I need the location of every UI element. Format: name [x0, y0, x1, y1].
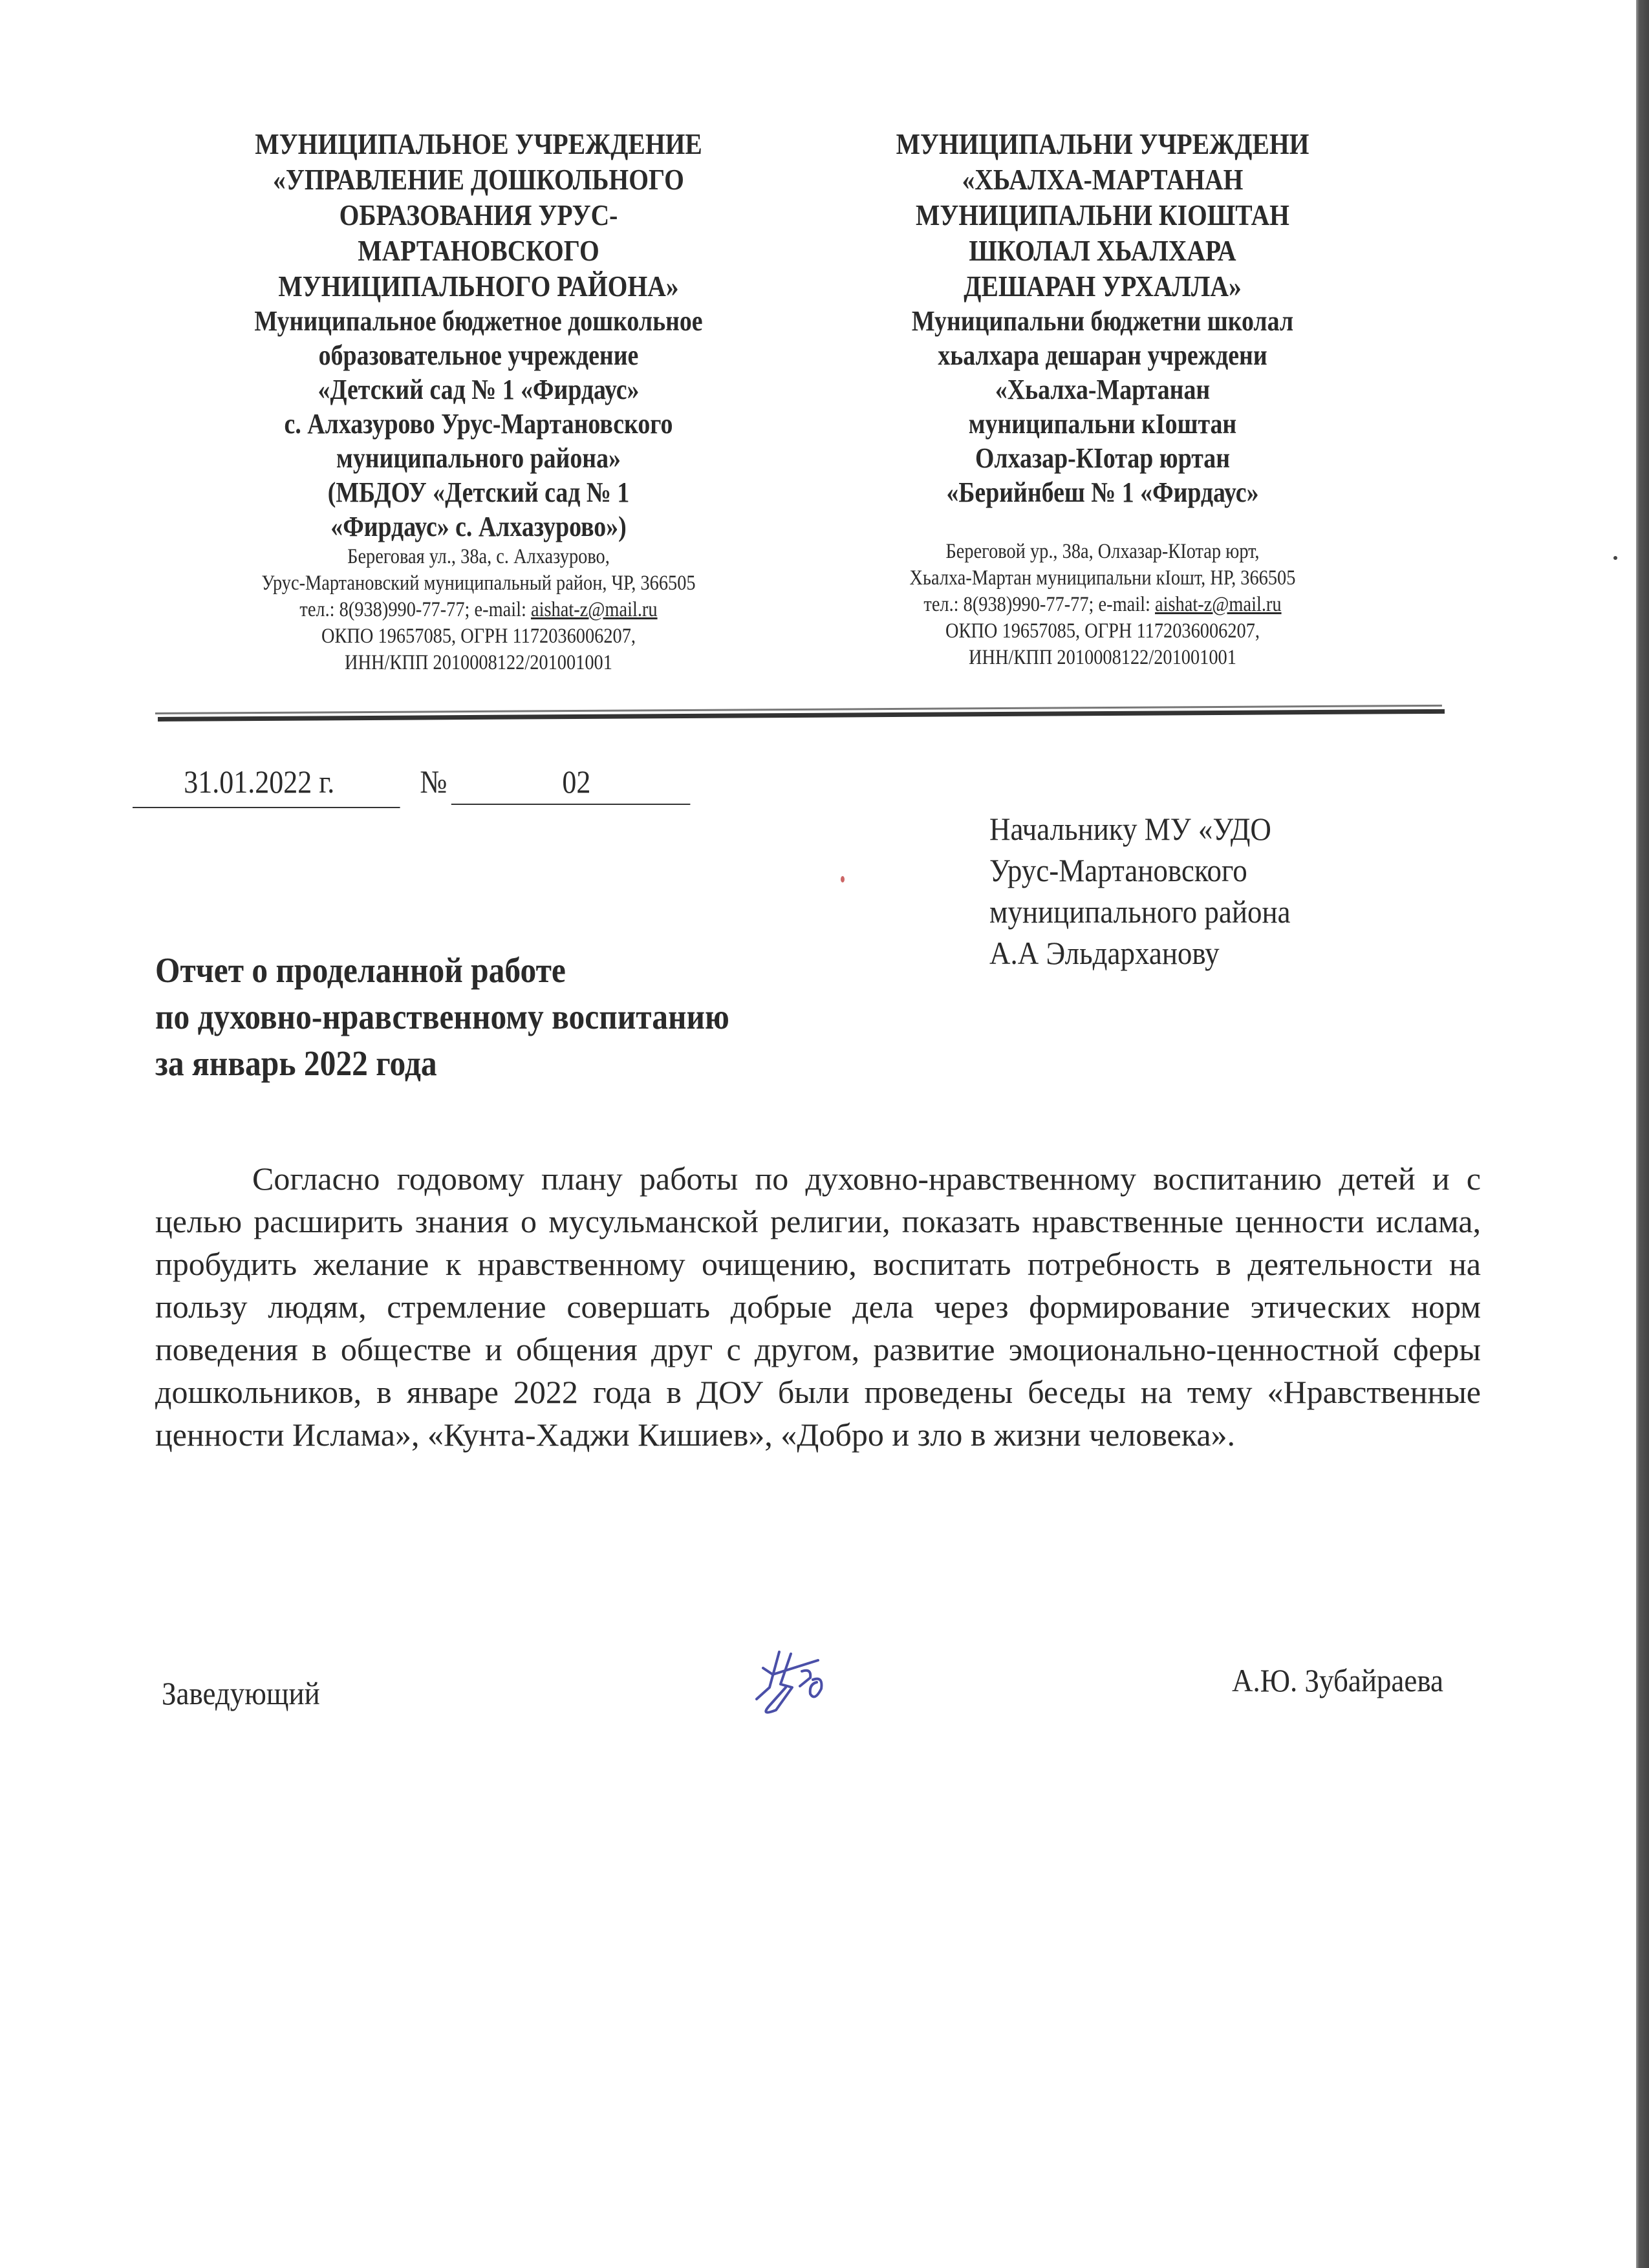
title-line: по духовно-нравственному воспитанию — [155, 997, 729, 1036]
email-link[interactable]: aishat-z@mail.ru — [1155, 593, 1282, 616]
institution-line: «Детский сад № 1 «Фирдаус» — [318, 374, 640, 405]
org-name-caps-line: МУНИЦИПАЛЬНИ КIОШТАН — [916, 198, 1289, 231]
title-line: за январь 2022 года — [155, 1043, 437, 1083]
document-title — [155, 947, 729, 1087]
org-name-caps-line: ДЕШАРАН УРХАЛЛА» — [964, 270, 1242, 303]
signature-row — [0, 1649, 1649, 1739]
org-name-caps-line: ШКОЛАЛ ХЬАЛХАРА — [969, 234, 1236, 267]
letterhead-right — [822, 126, 1384, 671]
email-link[interactable]: aishat-z@mail.ru — [531, 598, 658, 621]
address-line: Урус-Мартановский муниципальный район, ЧР, 366505 — [261, 572, 696, 595]
org-name-caps-line: «ХЬАЛХА-МАРТАНАН — [962, 163, 1244, 196]
institution-line: муниципальни кIоштан — [968, 408, 1237, 440]
scan-speck — [841, 876, 845, 883]
letterhead-left — [151, 126, 807, 676]
recipient-block — [989, 808, 1291, 974]
spacer — [822, 509, 1384, 539]
codes-line: ИНН/КПП 2010008122/201001001 — [345, 651, 612, 674]
scanner-edge — [1636, 0, 1649, 2268]
org-name-caps-line: «УПРАВЛЕНИЕ ДОШКОЛЬНОГО — [273, 163, 684, 196]
signature-stroke — [810, 1679, 822, 1697]
recipient-line: А.А Эльдарханову — [989, 935, 1220, 971]
address-line: Хьалха-Мартан муниципальни кIошт, НР, 366505 — [909, 566, 1296, 590]
scan-speck — [1613, 556, 1617, 560]
phone-text: тел.: 8(938)990-77-77; e-mail: — [923, 593, 1156, 616]
recipient-line: Начальнику МУ «УДО — [989, 811, 1271, 847]
institution-line: муниципального района» — [336, 442, 621, 474]
org-name-caps-line: МУНИЦИПАЛЬНОГО РАЙОНА» — [278, 270, 679, 303]
number-underline — [451, 804, 691, 805]
org-name-caps-line: МАРТАНОВСКОГО — [358, 234, 599, 267]
letterhead-divider — [155, 702, 1442, 724]
document-date: 31.01.2022 г. — [184, 764, 335, 800]
document-number: 02 — [562, 764, 591, 800]
institution-line: «Хьалха-Мартанан — [995, 374, 1211, 405]
address-line: Береговая ул., 38а, с. Алхазурово, — [347, 545, 610, 568]
org-name-caps-line: ОБРАЗОВАНИЯ УРУС- — [339, 198, 618, 231]
number-sign: № — [420, 764, 447, 800]
institution-line: Муниципальное бюджетное дошкольное — [254, 305, 703, 337]
body-paragraph: Согласно годовому плану работы по духовно-нравственному воспитанию детей и с целью расширить знания о мусульманской религии, показать нравственные ценности ислама, пробудить желание к нравственному очищению, воспитать потребность в деятельности на пользу людям, стремление совершать добрые дела через формирование этических норм поведения в обществе и общения друг с другом, развитие эмоционально-ценностной сферы дошкольников, в январе 2022 года в ДОУ были проведены беседы на тему «Нравственные ценности Ислама», «Кунта-Хаджи Кишиев», «Добро и зло в жизни человека». — [155, 1161, 1481, 1453]
signatory-name: А.Ю. Зубайраева — [1232, 1662, 1443, 1698]
recipient-line: Урус-Мартановского — [989, 852, 1247, 888]
institution-line: «Берийнбеш № 1 «Фирдаус» — [946, 476, 1259, 508]
codes-line: ОКПО 19657085, ОГРН 1172036006207, — [321, 625, 636, 648]
org-name-caps-line: МУНИЦИПАЛЬНИ УЧРЕЖДЕНИ — [896, 127, 1310, 160]
institution-line: образовательное учреждение — [318, 339, 639, 371]
org-name-caps-line: МУНИЦИПАЛЬНОЕ УЧРЕЖДЕНИЕ — [255, 127, 702, 160]
phone-text: тел.: 8(938)990-77-77; e-mail: — [299, 598, 532, 621]
signature-stroke — [800, 1671, 810, 1686]
codes-line: ИНН/КПП 2010008122/201001001 — [969, 646, 1236, 669]
institution-line: «Фирдаус» с. Алхазурово») — [330, 511, 627, 542]
address-line: Береговой ур., 38а, Олхазар-КIотар юрт, — [945, 540, 1260, 563]
signatory-position: Заведующий — [162, 1675, 320, 1711]
codes-line: ОКПО 19657085, ОГРН 1172036006207, — [945, 619, 1260, 643]
title-line: Отчет о проделанной работе — [155, 950, 566, 990]
handwritten-signature — [740, 1649, 850, 1739]
institution-line: хьалхара дешаран учреждени — [938, 339, 1267, 371]
institution-line: Олхазар-КIотар юртан — [975, 442, 1231, 474]
contact-line — [822, 592, 1384, 618]
institution-line: Муниципальни бюджетни школал — [911, 305, 1294, 337]
contact-line — [151, 597, 807, 623]
date-underline — [133, 807, 400, 808]
signature-stroke — [757, 1652, 779, 1699]
recipient-line: муниципального района — [989, 893, 1291, 930]
institution-line: (МБДОУ «Детский сад № 1 — [327, 476, 630, 508]
institution-line: с. Алхазурово Урус-Мартановского — [284, 408, 673, 440]
